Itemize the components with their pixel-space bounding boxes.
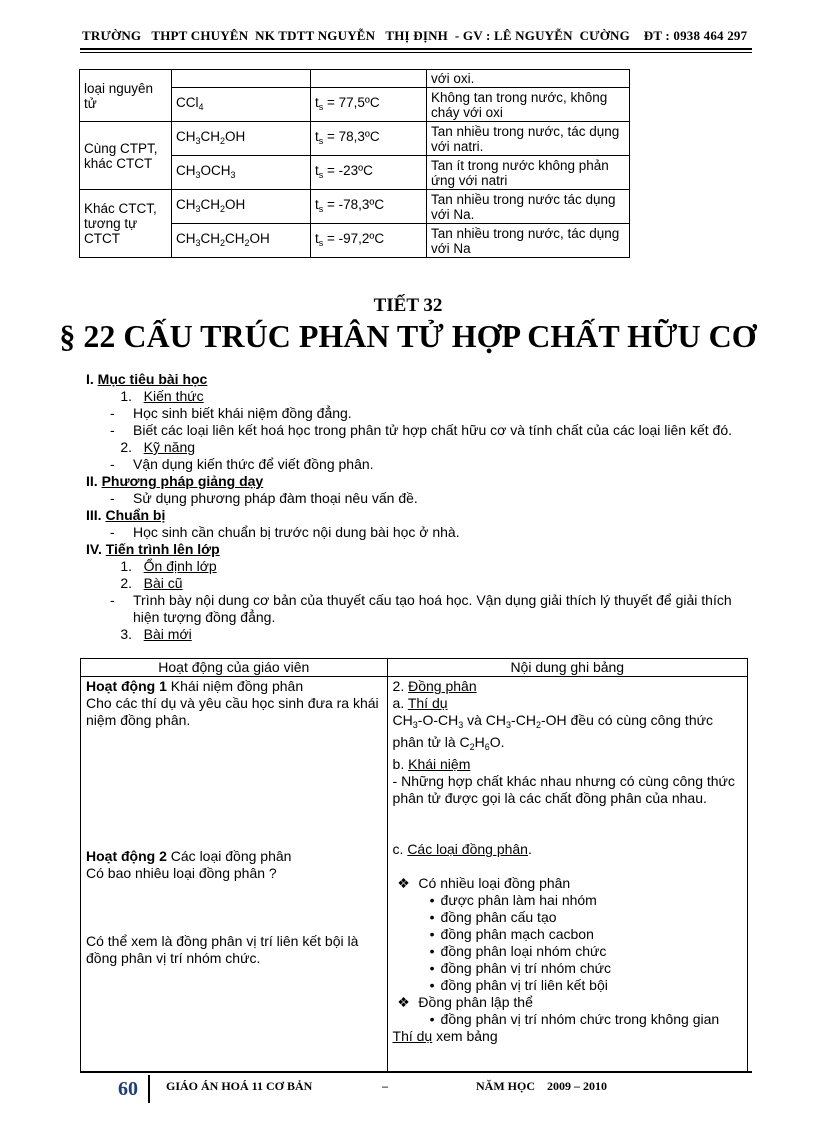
table-cell-formula [172, 70, 311, 88]
header-rule-thin [80, 52, 752, 53]
bullet-icon: • [429, 909, 435, 925]
bullet-icon: • [429, 1011, 435, 1027]
subsection-heading: 1. Ổn định lớp [120, 558, 217, 574]
bullet-icon: • [429, 892, 435, 908]
page-title: § 22 CẤU TRÚC PHÂN TỬ HỢP CHẤT HỮU CƠ [59, 318, 757, 354]
list-item: • đồng phân mạch cacbon [393, 926, 742, 943]
table-cell-formula: $CH_3CH_2OH$ [172, 122, 311, 156]
table-cell-desc: Tan nhiều trong nước, tác dụng với natri. [427, 122, 630, 156]
footer-school-year: NĂM HỌC 2009 – 2010 [476, 1079, 607, 1093]
list-item: - Vận dụng kiến thức để viết đồng phân. [110, 456, 374, 472]
list-item: - Học sinh cần chuẩn bị trước nội dung bài học ở nhà. [110, 524, 460, 540]
diamond-bullet-icon: ❖ [397, 875, 410, 891]
activity-2-note: Có thể xem là đồng phân vị trí liên kết bội là đồng phân vị trí nhóm chức. [86, 933, 359, 966]
section-heading: I. Mục tiêu bài học [86, 371, 208, 387]
table-cell-desc: với oxi. [427, 70, 630, 88]
table-cell-formula: CCl$_4$ [172, 88, 311, 122]
content-example: $CH_3-O-CH_3$ và $CH_3-CH_2-OH$ đều có cùng công thức phân tử là $C_2H_6O$. [392, 712, 713, 752]
content-subheading: a. Thí dụ [392, 695, 448, 711]
table-cell-desc: Tan ít trong nước không phản ứng với natri [427, 156, 630, 190]
bullet-icon: • [429, 926, 435, 942]
content-example-ref: Thí dụ xem bảng [392, 1028, 498, 1044]
isomer-type-list [393, 892, 742, 994]
header-rule [80, 48, 752, 50]
table-cell-temp: $t_s$ = 77,5ºC [311, 88, 427, 122]
list-item: • đồng phân vị trí liên kết bội [393, 977, 742, 994]
section-heading: III. Chuẩn bị [86, 507, 166, 523]
table-cell-formula: $CH_3CH_2CH_2OH$ [172, 224, 311, 258]
section-heading: IV. Tiến trình lên lớp [86, 541, 220, 557]
isomer-type-list [393, 1011, 742, 1028]
table-cell-formula: $CH_3OCH_3$ [172, 156, 311, 190]
table-cell-temp: $t_s$ = 78,3ºC [311, 122, 427, 156]
footer-divider [148, 1075, 150, 1103]
list-item: • đồng phân vị trí nhóm chức [393, 960, 742, 977]
table-cell-desc: Không tan trong nước, không cháy với oxi [427, 88, 630, 122]
content-subheading: b. Khái niệm [392, 756, 471, 772]
list-item: - Biết các loại liên kết hoá học trong phân tử hợp chất hữu cơ và tính chất của các loại liên kết đó. [110, 422, 733, 438]
table-cell-label: Cùng CTPT, khác CTCT [80, 122, 172, 190]
table-cell-temp: $t_s$ = -78,3ºC [311, 190, 427, 224]
content-definition: - Những hợp chất khác nhau nhưng có cùng công thức phân tử được gọi là các chất đồng phân của nhau. [392, 773, 735, 806]
bullet-icon: • [429, 960, 435, 976]
activity-2-question: Có bao nhiêu loại đồng phân ? [86, 865, 277, 881]
column-header: Nội dung ghi bảng [387, 659, 747, 677]
board-content-cell [387, 677, 747, 1072]
bullet-icon: • [429, 943, 435, 959]
table-cell-temp: $t_s$ = -97,2ºC [311, 224, 427, 258]
footer-course: GIÁO ÁN HOÁ 11 CƠ BẢN [166, 1079, 313, 1093]
list-item: - Trình bày nội dung cơ bản của thuyết cấu tạo hoá học. Vận dụng giải thích lý thuyết để giải thích hiện tượng đồng đẳng. [110, 592, 732, 625]
activity-1-text: Cho các thí dụ và yêu cầu học sinh đưa ra khái niệm đồng phân. [86, 695, 379, 728]
list-item: • được phân làm hai nhóm [393, 892, 742, 909]
column-header: Hoạt động của giáo viên [81, 659, 388, 677]
table-cell-temp: $t_s$ = -23ºC [311, 156, 427, 190]
isomer-comparison-table [79, 69, 630, 258]
subsection-heading: 2. Bài cũ [120, 575, 183, 591]
section-heading: II. Phương pháp giảng dạy [86, 473, 264, 489]
content-subheading: c. Các loại đồng phân. [392, 841, 532, 857]
activity-1-heading: Hoạt động 1 Khái niệm đồng phân [86, 678, 304, 694]
diamond-bullet-icon: ❖ [397, 994, 410, 1010]
list-item: • đồng phân cấu tạo [393, 909, 742, 926]
table-cell-desc: Tan nhiều trong nước, tác dụng với Na [427, 224, 630, 258]
list-item: - Sử dụng phương pháp đàm thoại nêu vấn đề. [110, 490, 418, 506]
content-point: ❖ Có nhiều loại đồng phân [393, 875, 742, 892]
table-cell-desc: Tan nhiều trong nước tác dụng với Na. [427, 190, 630, 224]
table-cell-label: loại nguyên tử [80, 70, 172, 122]
footer-dash: – [382, 1079, 388, 1093]
subsection-heading: 1. Kiến thức [120, 388, 204, 404]
footer-rule [80, 1071, 752, 1073]
list-item: • đồng phân vị trí nhóm chức trong không gian [393, 1011, 742, 1028]
list-item: • đồng phân loại nhóm chức [393, 943, 742, 960]
content-heading: 2. Đồng phân [392, 678, 477, 694]
page-number: 60 [118, 1078, 138, 1100]
bullet-icon: • [429, 977, 435, 993]
page-header: TRƯỜNG THPT CHUYÊN NK TDTT NGUYỄN THỊ ĐỊNH - GV : LÊ NGUYỄN CƯỜNG ĐT : 0938 464 297 [82, 28, 748, 43]
table-cell-label: Khác CTCT, tương tự CTCT [80, 190, 172, 258]
subsection-heading: 3. Bài mới [120, 626, 192, 642]
subsection-heading: 2. Kỹ năng [120, 439, 196, 455]
lesson-activity-table [80, 658, 748, 1072]
teacher-activity-cell [81, 677, 388, 1072]
table-cell-formula: $CH_3CH_2OH$ [172, 190, 311, 224]
lesson-number: TIẾT 32 [373, 295, 443, 316]
table-cell-temp [311, 70, 427, 88]
content-point: ❖ Đồng phân lập thể [393, 994, 742, 1011]
lesson-outline [86, 371, 756, 643]
list-item: - Học sinh biết khái niệm đồng đẳng. [110, 405, 352, 421]
activity-2-heading: Hoạt động 2 Các loại đồng phân [86, 848, 292, 864]
